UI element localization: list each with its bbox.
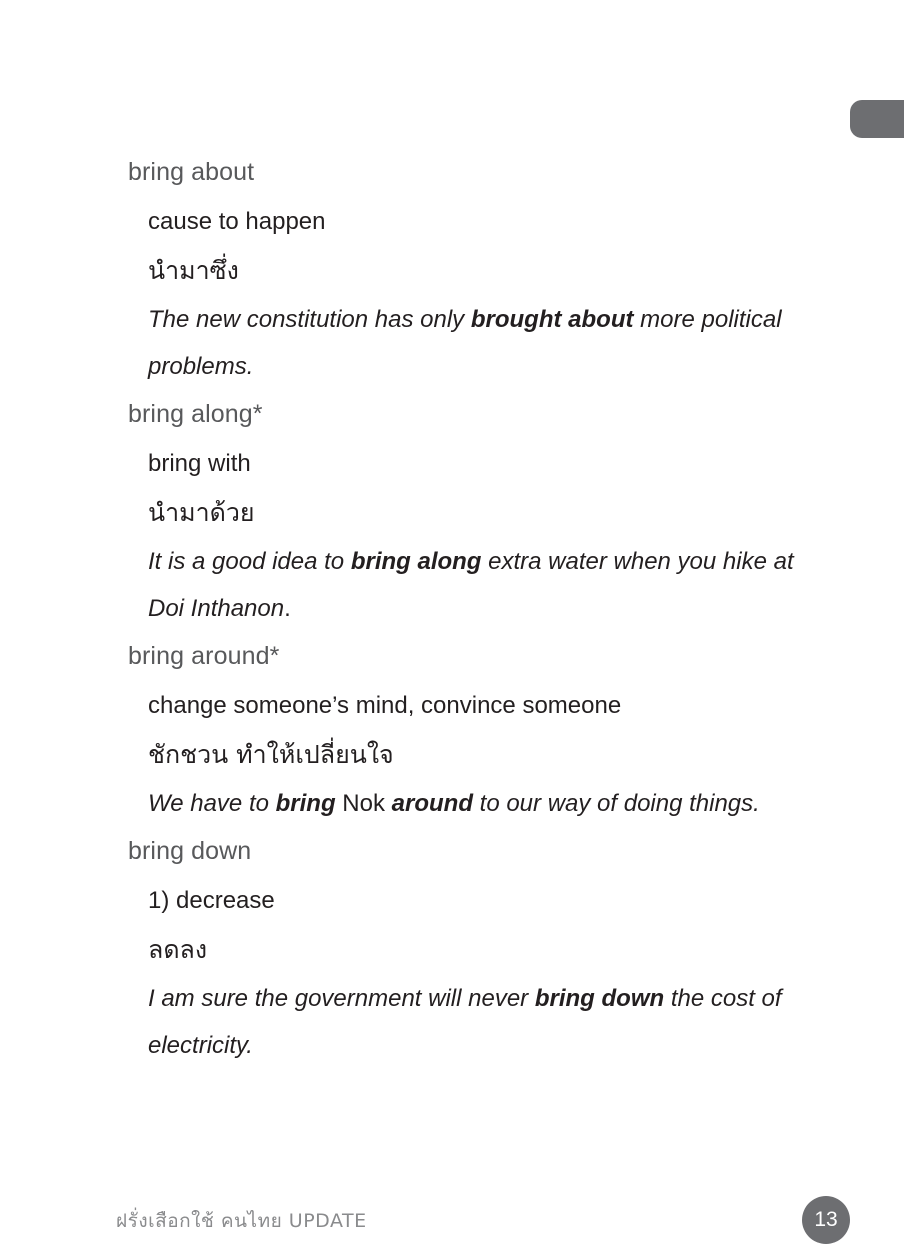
thai-translation: นำมาด้วย (148, 498, 255, 527)
entry-body (128, 681, 828, 827)
headword: bring along* (128, 400, 263, 428)
example-punctuation: . (284, 595, 291, 622)
thai-translation: ชักชวน ทำให้เปลี่ยนใจ (148, 740, 394, 769)
page-number-badge: 13 (802, 1196, 850, 1244)
entry-bring-about (128, 148, 828, 390)
example-object: Nok (335, 790, 392, 817)
entry-bring-around (128, 632, 828, 827)
example-text: extra water when you hike at Doi Inthanon (148, 548, 794, 622)
example-phrasal-verb: bring down (534, 985, 665, 1012)
entry-body (128, 876, 828, 1069)
example-sentence (148, 296, 828, 390)
entry-body (128, 197, 828, 390)
example-text: more political problems. (148, 306, 782, 380)
book-title: ฝรั่งเสือกใช้ คนไทย UPDATE (116, 1210, 367, 1232)
example-phrasal-verb: brought about (470, 306, 634, 333)
example-text: the cost of electricity. (148, 985, 782, 1059)
example-phrasal-verb: bring (275, 790, 336, 817)
example-text: It is a good idea to (148, 548, 351, 575)
definition: cause to happen (148, 208, 326, 235)
definition: 1) decrease (148, 887, 275, 914)
example-text: We have to (148, 790, 276, 817)
definition: bring with (148, 450, 251, 477)
thai-translation: นำมาซึ่ง (148, 256, 239, 285)
example-sentence (148, 780, 828, 827)
headword: bring down (128, 837, 252, 865)
example-text: I am sure the government will never (148, 985, 535, 1012)
headword: bring about (128, 158, 255, 186)
headword: bring around* (128, 642, 280, 670)
example-text: The new constitution has only (148, 306, 471, 333)
example-particle: around (391, 790, 473, 817)
example-text: to our way of doing things. (472, 790, 760, 817)
definition: change someone’s mind, convince someone (148, 692, 622, 719)
dictionary-content (128, 148, 828, 1069)
thai-translation: ลดลง (148, 935, 208, 964)
entry-bring-down (128, 827, 828, 1069)
entry-body (128, 439, 828, 632)
example-sentence (148, 975, 828, 1069)
entry-bring-along (128, 390, 828, 632)
example-sentence (148, 538, 828, 632)
example-phrasal-verb: bring along (350, 548, 482, 575)
chapter-tab-marker (850, 100, 904, 138)
